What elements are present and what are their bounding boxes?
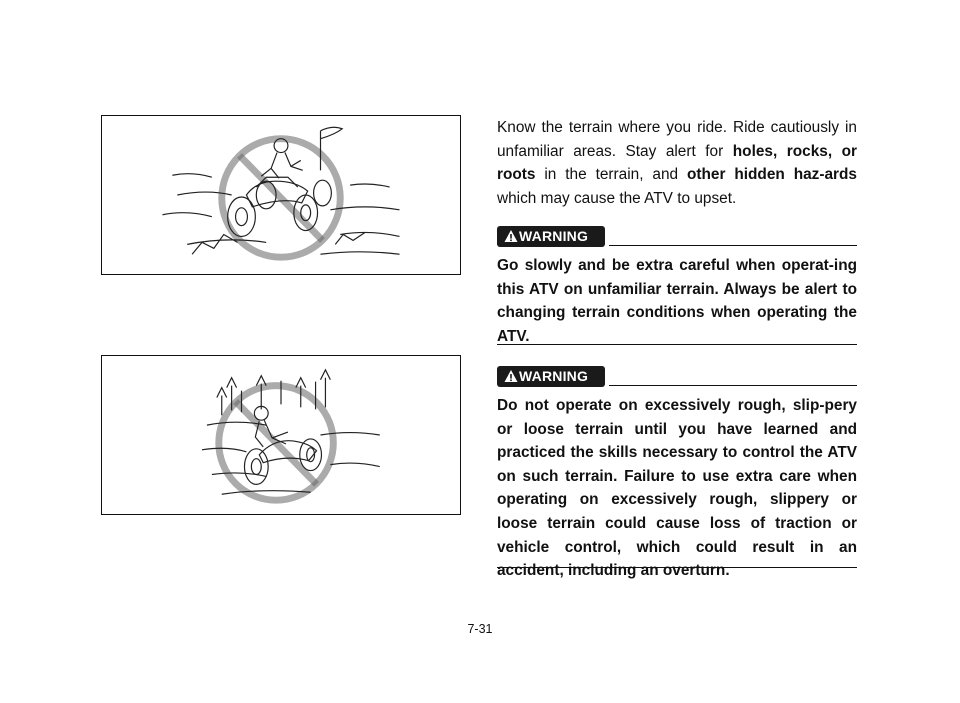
warning-end-rule-1 [497,344,857,345]
atv-slippery-terrain-illustration [102,356,460,514]
warning-text-2: Do not operate on excessively rough, slip-pery or loose terrain until you have learned and practiced the skills necessary to control the ATV on such terrain. Failure to use extra care when operating on excessively rough, slippery or loose terrain could cause loss of traction or vehicle control, which could result in an accident, including an overturn. [497,397,857,580]
warning-triangle-icon [504,369,518,383]
page-number: 7-31 [467,622,493,636]
illustration-rough-terrain [101,115,461,275]
warning-header-2 [497,366,857,388]
warning-label: WARNING [519,368,589,384]
warning-text-1: Go slowly and be extra careful when operat-ing this ATV on unfamiliar terrain. Always be alert to changing terrain conditions when operating the ATV. [497,257,857,345]
intro-text-2: in the terrain, and [535,166,687,184]
illustration-slippery-terrain [101,355,461,515]
warning-header-rule [609,385,857,386]
intro-text-1: Know the terrain where you ride. Ride cautiously in unfamiliar areas. Stay alert for [497,119,857,160]
atv-rough-terrain-illustration [102,116,460,274]
intro-text-3: which may cause the ATV to upset. [497,189,737,207]
warning-end-rule-2 [497,567,857,568]
intro-bold-2: other hidden haz-ards [686,166,857,184]
intro-paragraph [497,116,857,210]
warning-header-rule [609,245,857,246]
warning-triangle-icon [504,229,518,243]
warning-badge [497,226,605,247]
warning-label: WARNING [519,228,589,244]
warning-header-1 [497,226,857,248]
warning-badge [497,366,605,387]
intro-bold-1: holes, rocks, or roots [497,142,858,184]
